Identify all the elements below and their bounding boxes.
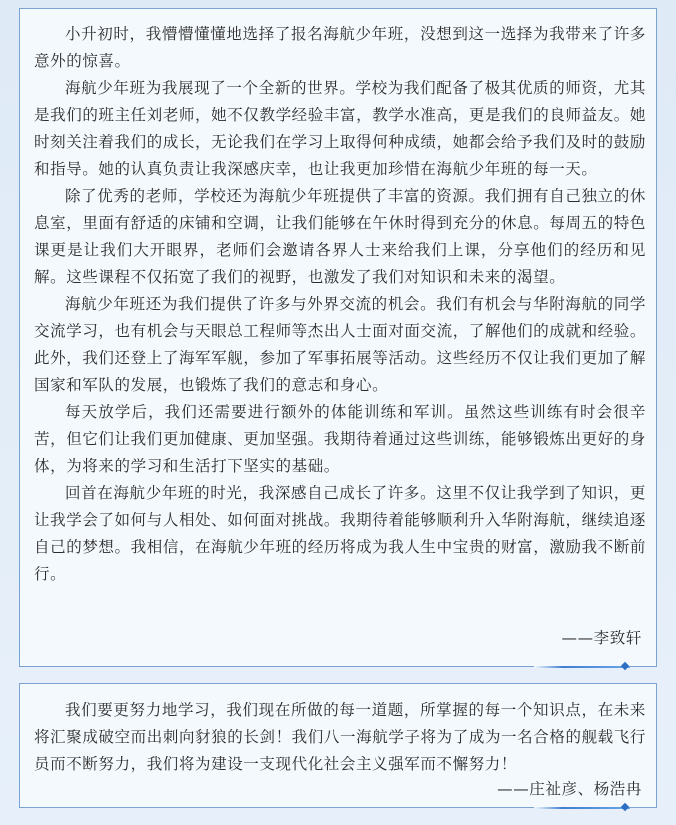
- decorative-divider: [534, 666, 630, 668]
- paragraph: 海航少年班为我展现了一个全新的世界。学校为我们配备了极其优质的师资，尤其是我们的班主任刘老师，她不仅教学经验丰富，教学水准高，更是我们的良师益友。她时刻关注着我们的成长，无论我们在学习上取得何种成绩，她都会给予我们及时的鼓励和指导。她的认真负责让我深感庆幸，也让我更加珍惜在海航少年班的每一天。: [34, 79, 646, 178]
- decorative-divider: [534, 807, 630, 809]
- paragraph: 小升初时，我懵懵懂懂地选择了报名海航少年班，没想到这一选择为我带来了许多意外的惊喜。: [34, 25, 646, 70]
- author-signature: ——庄祉彦、杨浩冉: [497, 780, 642, 798]
- quote-body: [34, 697, 646, 778]
- paragraph: 除了优秀的老师，学校还为海航少年班提供了丰富的资源。我们拥有自己独立的休息室，里面有舒适的床铺和空调，让我们能够在午休时得到充分的休息。每周五的特色课更是让我们大开眼界，老师们会邀请各界人士来给我们上课，分享他们的经历和见解。这些课程不仅拓宽了我们的视野，也激发了我们对知识和未来的渴望。: [34, 187, 646, 286]
- author-signature: ——李致轩: [561, 629, 642, 647]
- paragraph: 海航少年班还为我们提供了许多与外界交流的机会。我们有机会与华附海航的同学交流学习，也有机会与天眼总工程师等杰出人士面对面交流，了解他们的成就和经验。此外，我们还登上了海军军舰，参加了军事拓展等活动。这些经历不仅让我们更加了解国家和军队的发展，也锻炼了我们的意志和身心。: [34, 295, 646, 394]
- paragraph: 每天放学后，我们还需要进行额外的体能训练和军训。虽然这些训练有时会很辛苦，但它们让我们更加健康、更加坚强。我期待着通过这些训练，能够锻炼出更好的身体，为将来的学习和生活打下坚实的基础。: [34, 403, 646, 475]
- paragraph: 我们要更努力地学习，我们现在所做的每一道题，所掌握的每一个知识点，在未来将汇聚成破空而出刺向豺狼的长剑！我们八一海航学子将为了成为一名合格的舰载飞行员而不断努力，我们将为建设一支现代化社会主义强军而不懈努力！: [34, 701, 646, 773]
- paragraph: 回首在海航少年班的时光，我深感自己成长了许多。这里不仅让我学到了知识，更让我学会了如何与人相处、如何面对挑战。我期待着能够顺利升入华附海航，继续追逐自己的梦想。我相信，在海航少年班的经历将成为我人生中宝贵的财富，激励我不断前行。: [34, 484, 646, 583]
- essay-body: [34, 21, 646, 588]
